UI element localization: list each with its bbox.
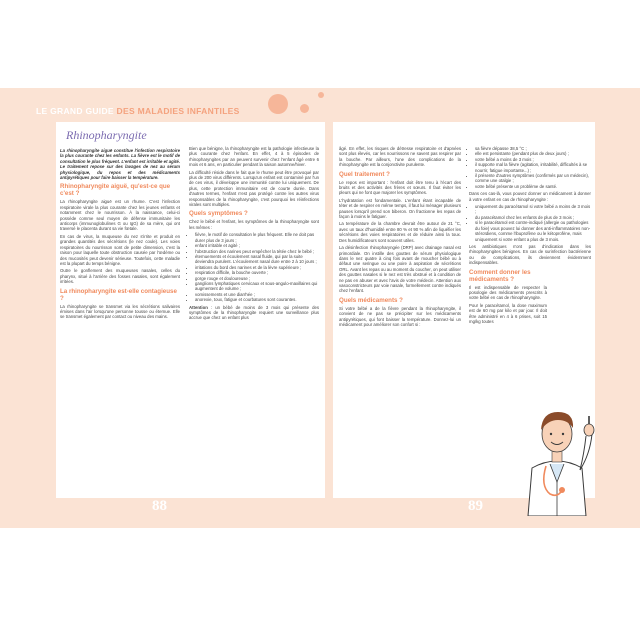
- list-item: • sa fièvre dépasse 38,5 °C ;: [475, 146, 591, 151]
- list-item: • vomissements et une diarrhée ;: [195, 292, 319, 297]
- paragraph: Outre le gonflement des muqueuses nasales, celles du pharynx, situé à l'arrière des fosses nasales, sont également irritées.: [60, 268, 180, 285]
- paragraph: Il est indispensable de respecter la posologie des médicaments prescrits à votre bébé en cas de rhinopharyngite.: [469, 284, 547, 301]
- running-header-title: [36, 106, 240, 116]
- heading-treatment: Quel traitement ?: [339, 170, 390, 178]
- list-item: • du paracétamol chez les enfants de plus de 3 mois ;: [475, 215, 591, 220]
- paragraph: Bien que bénigne, la rhinopharyngite est la pathologie infectieuse la plus courante chez l'enfant. En effet, 4 à 5 épisodes de rhinopharyngites par an peuvent survenir chez l'enfant âgé entre 6 mois et 6 ans, en particulier pendant la saison automne/hiver.: [189, 146, 319, 168]
- left-page-column-2: [189, 146, 319, 323]
- heading-give: Comment donner les médicaments ?: [469, 268, 531, 283]
- heading-contagious: La rhinopharyngite est-elle contagieuse ?: [60, 287, 177, 302]
- heading-symptoms: Quels symptômes ?: [189, 210, 248, 218]
- paragraph: Dans ces cas-là, vous pouvez donner un médicament à donner à votre enfant en cas de rhinopharyngite :: [469, 191, 591, 202]
- attention-label: Attention: [189, 304, 208, 310]
- paragraph: La rhinopharyngite aiguë est un rhume. C'est l'infection respiratoire virale la plus courante chez les jeunes enfants et notamment chez le nourrisson. À la naissance, celui-ci possède comme seul moyen de défense immunitaire les anticorps (immunoglobulines G ou IgG) de sa mère, qui ont traversé le placenta durant sa vie fœtale.: [60, 199, 180, 232]
- right-page-column-2: [469, 146, 591, 326]
- list-item: • respiration difficile, la bouche ouverte ;: [195, 270, 319, 275]
- list-item: • éternuements et écoulement nasal fluide, qui par la suite deviendra purulent. L'écoulement nasal dure entre 2 à 10 jours ;: [195, 254, 319, 265]
- list-item: • il présente d'autres symptômes (confirmés par un médecin), comme une otalgie ;: [475, 173, 591, 184]
- list-item: • votre bébé présente un problème de santé.: [475, 184, 591, 189]
- list-item: • anorexie, toux, fatigue et courbatures sont courantes.: [195, 297, 319, 302]
- paragraph: La difficulté réside dans le fait que le rhume peut être provoqué par plus de 200 virus différents. Lorsqu'un enfant est contaminé par l'un de ces virus, il développe une immunité contre lui uniquement. De plus, cette protection immunitaire est de courte durée. Dans d'autres termes, l'enfant n'est pas protégé contre les autres virus responsables de la rhinopharyngite, c'est pourquoi les réinfections virales sont multiples.: [189, 169, 319, 208]
- chapter-intro: La rhinopharyngite aiguë constitue l'infection respiratoire la plus courante chez les enfants. La fièvre est le motif de consultation le plus fréquent. L'enfant est irritable et agité. Le traitement repose sur des lavages de nez au sérum physiologique, du repos et des médicaments antipyrétiques pour faire baisser la température.: [60, 148, 180, 181]
- running-header: [0, 100, 640, 124]
- list-item: • uniquement du paracétamol si votre bébé a moins de 3 mois ;: [475, 204, 591, 215]
- heading-medications: Quels médicaments ?: [339, 296, 403, 304]
- symptoms-list: [189, 232, 319, 302]
- paragraph: La désinfection rhinopharyngée (DRP) avec drainage nasal est primordiale. On instille des gouttes de sérum physiologique dans le nez quatre à cinq fois avant de moucher bébé ou à défaut une seringue ou une poire à aspiration de sécrétions ORL. Avant les repas ou au moment du coucher, on peut utiliser des gouttes nasales si le nez est très obstrué et à condition de ne pas en abuser et avec l'avis de votre médecin. Attention aux vasoconstricteurs par voie nasale, formellement contre indiqués chez l'enfant.: [339, 245, 461, 294]
- page-number-left: 88: [152, 498, 167, 514]
- list-item: • si le paracétamol est contre-indiqué (allergie ou pathologies du foie) vous pouvez lui donner des anti-inflammatoires non-stéroïdiens, comme l'ibuprofène ou le kétoprofène, mais uniquement si votre enfant a plus de 3 mois.: [475, 220, 591, 242]
- list-item: • il supporte mal la fièvre (agitation, irritabilité, difficultés à se nourrir, fatigue importante...) ;: [475, 162, 591, 173]
- conditions-list: [469, 146, 591, 189]
- list-item: • l'obstruction des narines peut empêcher la tétée chez le bébé ;: [195, 249, 319, 254]
- right-page-column-1: [339, 146, 461, 329]
- paragraph: Pour le paracétamol, la dose maximum est de 60 mg par kilo et par jour. Il doit être administré en 4 à 6 prises, soit 15 mg/kg toutes: [469, 302, 547, 324]
- list-item: • gorge rouge et douloureuse ;: [195, 276, 319, 281]
- list-item: • fièvre, le motif de consultation le plus fréquent. Elle ne doit pas durer plus de 3 jours ;: [195, 232, 319, 243]
- paragraph: L'hydratation est fondamentale. L'enfant étant incapable de téter et de respirer en même temps, il faut lui ménager plusieurs pauses lorsqu'il prend son biberon. On fractionne les repas de façon à moins le fatiguer.: [339, 197, 461, 220]
- paragraph: Chez le bébé et l'enfant, les symptômes de la rhinopharyngite sont les mêmes :: [189, 219, 319, 230]
- page-number-right: 89: [468, 498, 483, 514]
- list-item: • elle est persistante (pendant plus de deux jours) ;: [475, 151, 591, 156]
- list-item: • enfant irritable et agité ;: [195, 243, 319, 248]
- header-prefix: LE GRAND GUIDE: [36, 106, 114, 116]
- paragraph: Si votre bébé a de la fièvre pendant la rhinopharyngite, il convient de ne pas se précipiter sur les médicaments antipyrétiques, qui font baisser la température. Donnez-lui un médicament pour améliorer son confort si :: [339, 305, 461, 327]
- dosage-list: [469, 204, 591, 242]
- left-page-column-1: [60, 126, 180, 322]
- paragraph: En cas de virus, la muqueuse du nez s'irrite et produit en grandes quantités des sécrétions (le nez coule). Les voies respiratoires du nourrisson sont de petite dimension, c'est la raison pour laquelle toute obstruction causée par l'œdème ou des mucosités peut devenir sérieuse. Toutefois, cette maladie est la plupart du temps bénigne.: [60, 233, 180, 266]
- list-item: • irritations du bord des narines et de la lèvre supérieure ;: [195, 265, 319, 270]
- paragraph: La température de la chambre devrait être autour de 21 °C, avec un taux d'humidité entre 80 % et 90 % afin de liquéfier les sécrétions des voies respiratoires et de réduire ainsi la toux. Des humidificateurs sont souvent utiles.: [339, 221, 461, 243]
- doctor-illustration: [514, 398, 600, 516]
- paragraph: Le repos est important : l'enfant doit être tenu à l'écart des bruits et des activités des frères et sœurs. Il faut éviter les pleurs qui ne font que majorer les symptômes.: [339, 179, 461, 196]
- attention-paragraph: [189, 305, 319, 321]
- attention-text: : un bébé de moins de 3 mois qui présente des symptômes de la rhinopharyngite requiert une surveillance plus accrue que chez un enfant plus: [189, 304, 319, 321]
- paragraph: âgé. En effet, les risques de détresse respiratoire et d'apnées sont plus élevés, car les nourrissons ne savent pas respirer par la bouche. Par ailleurs, l'une des complications de la rhinopharyngite est la conjonctivite purulente.: [339, 146, 461, 168]
- header-accent: DES MALADIES INFANTILES: [116, 106, 240, 116]
- paragraph: La rhinopharyngite se transmet via les sécrétions salivaires émises dans l'air lorsqu'une personne tousse ou éternue. Elle se transmet également par contact ou niveau des mains.: [60, 303, 180, 320]
- decorative-blob: [318, 92, 324, 98]
- paragraph: Les antibiotiques n'ont pas d'indication dans les rhinopharyngites bénignes. En cas de surinfection bactérienne ou de complications, ils deviennent évidemment indispensables.: [469, 243, 591, 266]
- list-item: • votre bébé a moins de 3 mois ;: [475, 157, 591, 162]
- list-item: • ganglions lymphatiques cervicaux et sous-angulo-maxillaires qui augmentent de volume ;: [195, 281, 319, 292]
- heading-what: Rhinopharyngite aiguë, qu'est-ce que c'est ?: [60, 183, 171, 198]
- left-page: [56, 122, 325, 498]
- chapter-title: Rhinopharyngite: [66, 128, 147, 142]
